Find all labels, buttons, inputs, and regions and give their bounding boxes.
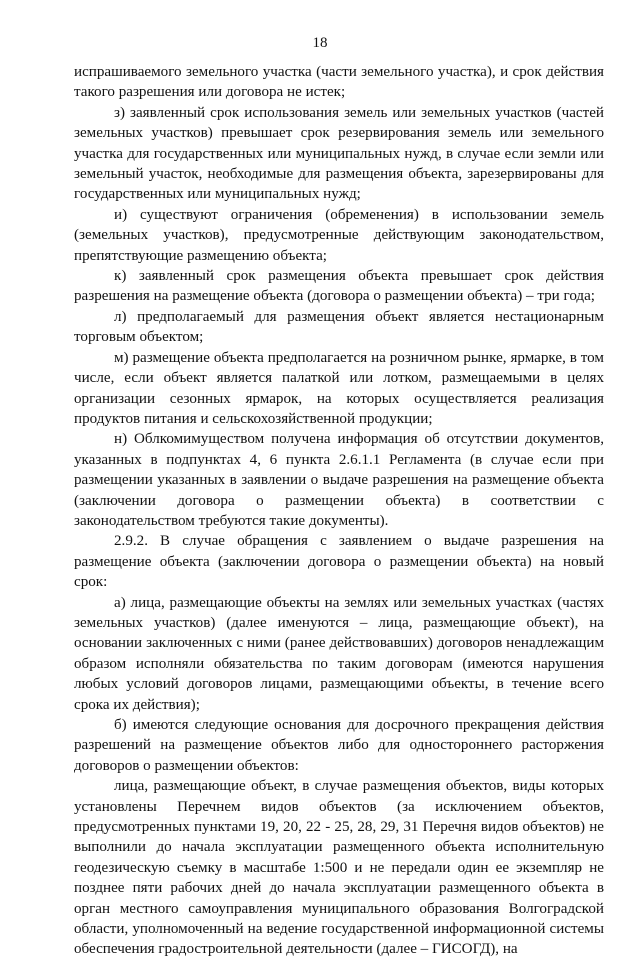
paragraph-continuation: испрашиваемого земельного участка (части земельного участка), и срок действия такого разрешения или договора не истек;: [74, 64, 604, 101]
paragraph-item-n: н) Облкомимуществом получена информация об отсутствии документов, указанных в подпунктах 4, 6 пункта 2.6.1.1 Регламента (в случае если при размещении указанных в заявлении о выдаче разрешения на размещение объекта (заключении договора о размещении объекта) в соответствии с законодательством требуются такие документы).: [74, 431, 604, 529]
paragraph-item-z: з) заявленный срок использования земель или земельных участков (частей земельных участков) превышает срок резервирования земель или земельного участка для государственных или муниципальных нужд, в случае если земли или земельный участок, необходимые для размещения объекта, зарезервированы для государственных или муниципальных нужд;: [74, 104, 604, 203]
page-number: 18: [312, 35, 328, 51]
paragraph-item-k: к) заявленный срок размещения объекта превышает срок действия разрешения на размещение объекта (договора о размещении объекта) – три года;: [74, 268, 604, 305]
paragraph-item-i: и) существуют ограничения (обременения) в использовании земель (земельных участков), предусмотренные действующим законодательством, препятствующие размещению объекта;: [74, 206, 604, 264]
paragraph-item-b: б) имеются следующие основания для досрочного прекращения действия разрешений на размещение объектов либо для одностороннего расторжения договоров о размещении объектов:: [74, 717, 604, 774]
document-body: [74, 62, 604, 960]
paragraph-placement-persons: лица, размещающие объект, в случае размещения объектов, виды которых установлены Перечнем видов объектов (за исключением объектов, предусмотренных пунктами 19, 20, 22 - 25, 28, 29, 31 Перечня видов объектов) не выполнили до начала эксплуатации размещенного объекта исполнительную геодезическую съемку в масштабе 1:500 и не передали один ее экземпляр не позднее пяти рабочих дней до начала эксплуатации размещенного объекта в орган местного самоуправления муниципального образования Волгоградской области, уполномоченный на ведение государственной информационной системы обеспечения градостроительной деятельности (далее – ГИСОГД), на: [74, 778, 604, 958]
paragraph-section-2-9-2: 2.9.2. В случае обращения с заявлением о выдаче разрешения на размещение объекта (заключении договора о размещении объекта) на новый срок:: [74, 533, 604, 591]
paragraph-item-l: л) предполагаемый для размещения объект является нестационарным торговым объектом;: [74, 308, 604, 346]
paragraph-item-a: а) лица, размещающие объекты на землях или земельных участках (частях земельных участков) (далее именуются – лица, размещающие объект), на основании заключенных с ними (ранее действовавших) договоров ненадлежащим образом исполняли обязательства по таким договорам (имеются нарушения любых условий договоров лицами, размещающими объекты, в течение всего срока их действия);: [74, 594, 604, 713]
paragraph-item-m: м) размещение объекта предполагается на розничном рынке, ярмарке, в том числе, если объект является палаткой или лотком, размещаемыми в целях организации сезонных ярмарок, на которых осуществляется реализация продуктов питания и сельскохозяйственной продукции;: [74, 349, 604, 427]
